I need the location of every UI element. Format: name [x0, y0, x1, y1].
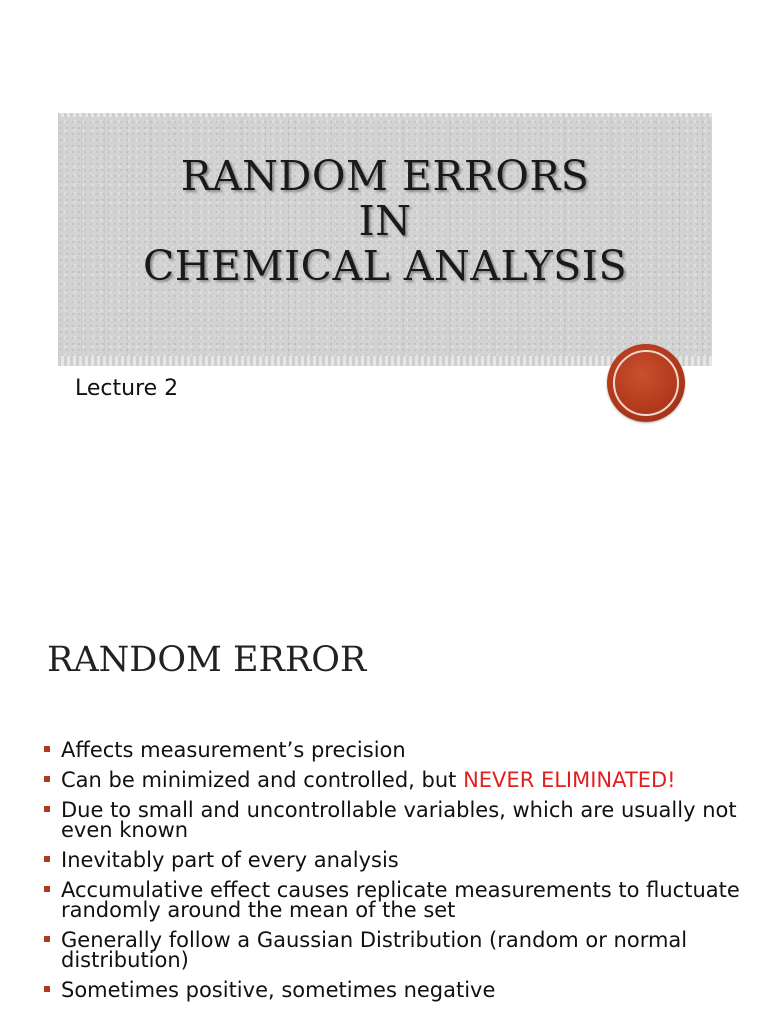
bullet-text: Due to small and uncontrollable variables, which are usually not even known: [61, 798, 737, 842]
square-bullet-icon: [44, 806, 50, 812]
bullet-item: [44, 850, 744, 870]
square-bullet-icon: [44, 986, 50, 992]
bullet-text: Accumulative effect causes replicate measurements to fluctuate randomly around the mean of the set: [61, 878, 740, 922]
bullet-item: [44, 740, 744, 760]
content-slide: [0, 560, 768, 1024]
bullet-item: [44, 930, 744, 970]
bullet-text: Can be minimized and controlled, but: [61, 768, 464, 792]
bullet-item: [44, 880, 744, 920]
bullet-text: Inevitably part of every analysis: [61, 848, 399, 872]
square-bullet-icon: [44, 936, 50, 942]
bullet-highlight: NEVER ELIMINATED!: [463, 768, 676, 792]
bullet-item: [44, 800, 744, 840]
square-bullet-icon: [44, 746, 50, 752]
title-line-2: IN: [358, 197, 412, 245]
slide-subtitle: Lecture 2: [75, 376, 179, 401]
bullet-text: Affects measurement’s precision: [61, 738, 406, 762]
bullet-text: Generally follow a Gaussian Distribution (random or normal distribution): [61, 928, 688, 972]
title-band-top-edge: [58, 113, 712, 117]
square-bullet-icon: [44, 856, 50, 862]
title-line-3: CHEMICAL ANALYSIS: [142, 242, 628, 290]
bullet-list: [44, 740, 744, 1010]
bullet-text: Sometimes positive, sometimes negative: [61, 978, 496, 1002]
bullet-item: [44, 770, 744, 790]
slide-title: [58, 154, 712, 289]
section-heading: RANDOM ERROR: [47, 640, 367, 680]
square-bullet-icon: [44, 776, 50, 782]
bullet-item: [44, 980, 744, 1000]
seal-icon: [607, 344, 685, 422]
square-bullet-icon: [44, 886, 50, 892]
title-line-1: RANDOM ERRORS: [180, 152, 590, 200]
